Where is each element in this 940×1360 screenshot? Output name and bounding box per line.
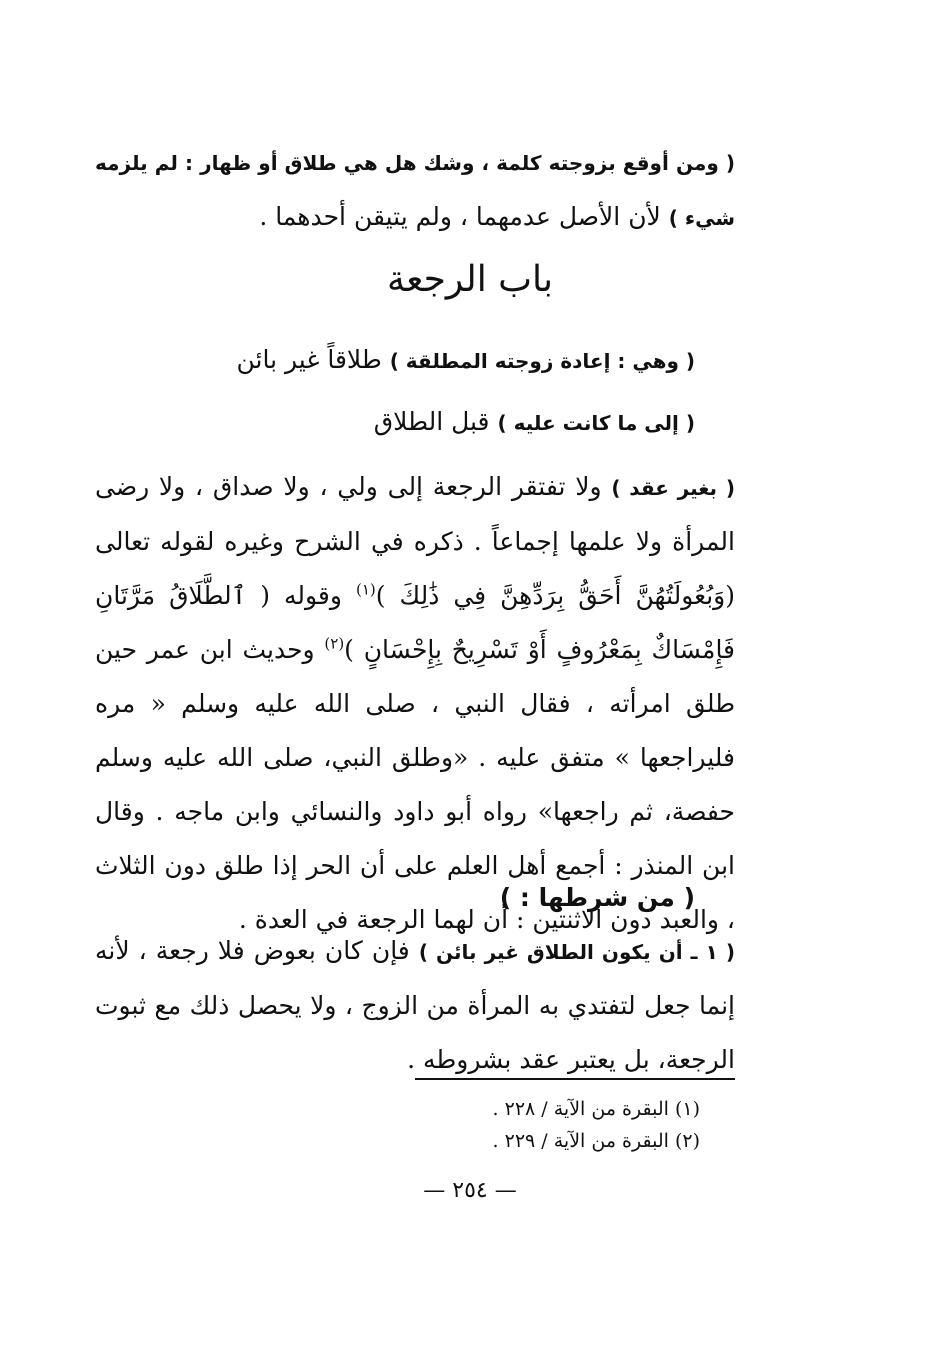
- page-number: — ٢٥٤ —: [423, 1178, 517, 1203]
- definition-2-bold: ( إلى ما كانت عليه ): [497, 411, 695, 435]
- footnote-ref-2: (٢): [324, 634, 345, 653]
- footnote-ref-1: (١): [355, 580, 376, 599]
- definition-2-text: قبل الطلاق: [373, 407, 498, 436]
- opening-bold: ( ومن أوقع بزوجته كلمة ، وشك هل هي طلاق أو ظهار : لم يلزمه شيء ): [95, 151, 735, 230]
- footnote-separator: [415, 1078, 735, 1080]
- conditions-heading: ( من شرطها : ): [499, 883, 695, 912]
- opening-paragraph: [95, 135, 735, 245]
- main-text-2: وقوله ( ٱلطَّلَاقُ مَرَّتَانِ فَإِمْسَاكٌ بِمَعْرُوفٍ أَوْ تَسْرِيحٌ بِإِحْسَانٍ ): [95, 581, 736, 664]
- definition-1-text: طلاقاً غير بائن: [236, 345, 390, 374]
- main-bold: ( بغير عقد ): [611, 476, 736, 500]
- condition-1-text: فإن كان بعوض فلا رجعة ، لأنه إنما جعل لتفتدي به المرأة من الزوج ، ولا يحصل ذلك مع ثبوت الرجعة، بل يعتبر عقد بشروطه .: [95, 936, 735, 1074]
- footnote-2: (٢) البقرة من الآية / ٢٢٩ .: [492, 1130, 700, 1152]
- definition-line-2: [374, 402, 695, 443]
- condition-1-paragraph: [95, 924, 735, 1087]
- condition-1-bold: ( ١ ـ أن يكون الطلاق غير بائن ): [418, 940, 735, 964]
- definition-line-1: [237, 340, 696, 381]
- footnote-1: (١) البقرة من الآية / ٢٢٨ .: [492, 1098, 700, 1120]
- main-text-1: ولا تفتقر الرجعة إلى ولي ، ولا صداق ، ولا رضى المرأة ولا علمها إجماعاً . ذكره في الشرح وغيره لقوله تعالى (وَبُعُولَتُهُنَّ أَحَقُّ بِرَدِّهِنَّ فِي ذَٰلِكَ ): [95, 472, 735, 610]
- opening-text: لأن الأصل عدمهما ، ولم يتيقن أحدهما .: [259, 202, 669, 231]
- chapter-title: باب الرجعة: [386, 259, 554, 300]
- definition-1-bold: ( وهي : إعادة زوجته المطلقة ): [389, 349, 695, 373]
- main-paragraph: [95, 460, 735, 947]
- main-text-3: وحديث ابن عمر حين طلق امرأته ، فقال النبي ، صلى الله عليه وسلم « مره فليراجعها » متفق عليه . «وطلق النبي، صلى الله عليه وسلم حفصة، ثم راجعها» رواه أبو داود والنسائي وابن ماجه . وقال ابن المنذر : أجمع أهل العلم على أن الحر إذا طلق دون الثلاث ، والعبد دون الاثنتين : أن لهما الرجعة في العدة .: [95, 635, 735, 934]
